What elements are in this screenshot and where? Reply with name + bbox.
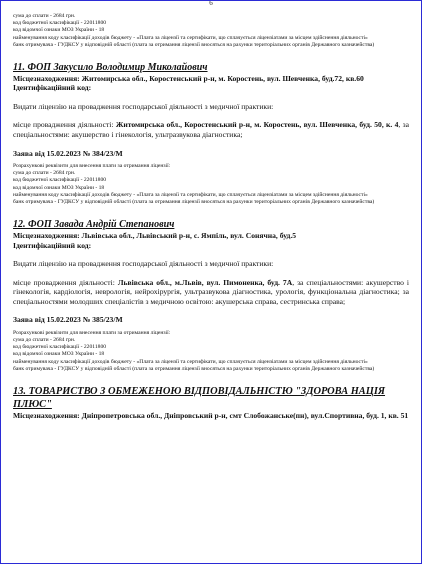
payment-line: банк отримувача - ГУДКСУ у відповідній області (плата за отримання ліцензії вносяться на рахунки територіальних органів Державного казначейства)	[13, 199, 375, 206]
payment-line: Розрахункові реквізити для внесення плати за отримання ліцензії:	[13, 329, 171, 336]
entry-place	[13, 120, 409, 139]
entry-heading: 11. ФОП Закусило Володимир Миколайович	[13, 62, 208, 74]
place-specialties: , за спеціальностями: акушерство і гінекологія, кардіологія, неврологія, нейрохірургія, ультразвукова діагностика, урологія, функціональна діагностика; за спеціальностями молодших спеціалістів з медичною освітою: акушерська справа, сестринська справа;	[13, 277, 409, 306]
payment-line: банк отримувача - ГУДКСУ у відповідній області (плата за отримання ліцензії вносяться на рахунки територіальних органів Державного казначейства)	[13, 365, 375, 372]
location-value: Житомирська обл., Коростенський р-н, м. Коростень, вул. Шевченка, буд.72, кв.60	[81, 74, 364, 84]
payment-line: сума до сплати - 2684 грн.	[13, 337, 76, 344]
payment-line: сума до сплати - 2684 грн.	[13, 170, 76, 177]
payment-line: сума до сплати - 2684 грн.	[13, 13, 76, 19]
payment-line: Розрахункові реквізити для внесення плати за отримання ліцензії:	[13, 163, 171, 170]
place-specialties: , за спеціальностями: акушерство і гінекологія, ультразвукова діагностика;	[13, 120, 409, 140]
license-entry	[13, 62, 409, 206]
entry-heading: 12. ФОП Завада Андрій Степанович	[13, 219, 175, 231]
payment-line: код бюджетної класифікації - 22011800	[13, 177, 107, 184]
location-value: Дніпропетровська обл., Дніпровський р-н, смт Слобожанське(пн), вул.Спортивна, буд. 1, кв. 51	[81, 411, 409, 421]
payment-line: код відомчої ознаки МОЗ України - 18	[13, 27, 105, 34]
place-address: Житомирська обл., Коростенський р-н, м. Коростень, вул. Шевченка, буд. 50, к. 4	[115, 120, 399, 130]
entry-location	[13, 411, 409, 420]
payment-block-top	[13, 13, 409, 49]
location-label: Місцезнаходження:	[13, 411, 80, 421]
payment-line: код бюджетної класифікації - 22011800	[13, 20, 107, 27]
payment-block	[13, 330, 409, 373]
place-address: Львівська обл., м.Львів, вул. Пимоненка, буд. 7А	[117, 277, 293, 287]
payment-block	[13, 163, 409, 206]
payment-line: код бюджетної класифікації - 22011800	[13, 344, 107, 351]
page-number: 6	[209, 0, 213, 7]
payment-line: банк отримувача - ГУДКСУ у відповідній області (плата за отримання ліцензії вносяться на рахунки територіальних органів Державного казначейства)	[13, 41, 375, 48]
location-label: Місцезнаходження:	[13, 74, 80, 84]
entry-heading: 13. ТОВАРИСТВО З ОБМЕЖЕНОЮ ВІДПОВІДАЛЬНІСТЮ "ЗДОРОВА НАЦІЯ ПЛЮС"	[13, 386, 386, 410]
entry-decision: Заява від 15.02.2023 № 385/23/М	[13, 315, 123, 325]
location-label: Місцезнаходження:	[13, 231, 80, 241]
license-entry	[13, 386, 409, 420]
entry-decision: Заява від 15.02.2023 № 384/23/М	[13, 148, 123, 158]
payment-line: код відомчої ознаки МОЗ України - 18	[13, 184, 105, 191]
entry-id-label: Ідентифікаційний код:	[13, 240, 92, 250]
entry-issue-text: Видати ліцензію на провадження господарської діяльності з медичної практики:	[13, 101, 274, 111]
location-value: Львівська обл., Львівський р-н, с. Ямпіль, вул. Сонячна, буд.5	[81, 231, 297, 241]
place-prefix: місце провадження діяльності:	[13, 277, 115, 287]
payment-line: найменування коду класифікації доходів бюджету - «Плата за ліцензії та сертифікати, що сплачується ліцензіатами за місцем здійснення діяльності»	[13, 191, 368, 198]
payment-line: найменування коду класифікації доходів бюджету - «Плата за ліцензії та сертифікати, що сплачується ліцензіатами за місцем здійснення діяльності»	[13, 358, 368, 365]
entry-location	[13, 74, 409, 83]
payment-line: код відомчої ознаки МОЗ України - 18	[13, 351, 105, 358]
place-prefix: місце провадження діяльності:	[13, 120, 114, 130]
entry-place	[13, 278, 409, 307]
document-content	[13, 13, 409, 420]
entry-location	[13, 231, 409, 240]
entry-id-label: Ідентифікаційний код:	[13, 83, 92, 93]
license-entry	[13, 219, 409, 373]
entry-issue-text: Видати ліцензію на провадження господарської діяльності з медичної практики:	[13, 259, 274, 269]
payment-line: найменування коду класифікації доходів бюджету - «Плата за ліцензії та сертифікати, що сплачується ліцензіатами за місцем здійснення діяльності»	[13, 34, 368, 41]
